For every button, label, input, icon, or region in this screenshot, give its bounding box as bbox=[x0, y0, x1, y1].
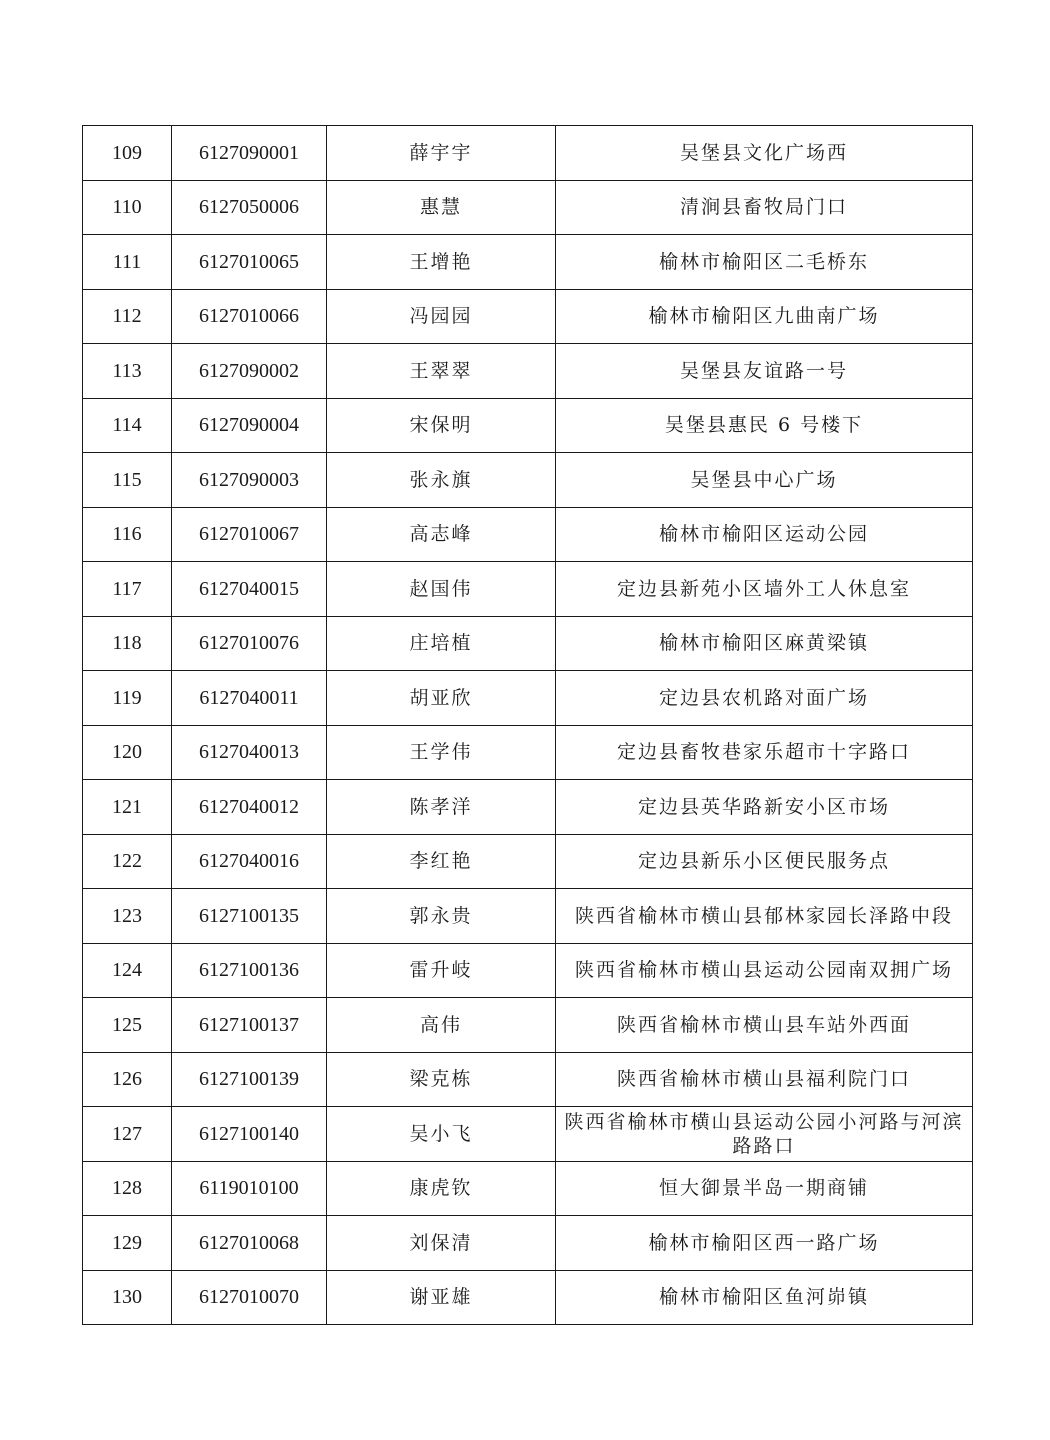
address-cell: 定边县英华路新安小区市场 bbox=[556, 780, 973, 835]
address-cell: 清涧县畜牧局门口 bbox=[556, 180, 973, 235]
table-row bbox=[83, 616, 973, 671]
address-cell: 陕西省榆林市横山县运动公园小河路与河滨路路口 bbox=[556, 1107, 973, 1162]
row-number-cell: 113 bbox=[83, 344, 172, 399]
address-cell: 榆林市榆阳区鱼河峁镇 bbox=[556, 1270, 973, 1325]
person-name-cell: 康虎钦 bbox=[327, 1161, 556, 1216]
person-name-cell: 梁克栋 bbox=[327, 1052, 556, 1107]
person-name-cell: 高伟 bbox=[327, 998, 556, 1053]
station-code-cell: 6127010066 bbox=[172, 289, 327, 344]
person-name-cell: 冯园园 bbox=[327, 289, 556, 344]
person-name-cell: 王学伟 bbox=[327, 725, 556, 780]
row-number-cell: 116 bbox=[83, 507, 172, 562]
station-code-cell: 6119010100 bbox=[172, 1161, 327, 1216]
station-code-cell: 6127090003 bbox=[172, 453, 327, 508]
person-name-cell: 郭永贵 bbox=[327, 889, 556, 944]
row-number-cell: 121 bbox=[83, 780, 172, 835]
row-number-cell: 118 bbox=[83, 616, 172, 671]
address-cell: 榆林市榆阳区二毛桥东 bbox=[556, 235, 973, 290]
person-name-cell: 张永旗 bbox=[327, 453, 556, 508]
row-number-cell: 117 bbox=[83, 562, 172, 617]
address-cell: 恒大御景半岛一期商铺 bbox=[556, 1161, 973, 1216]
station-code-cell: 6127040015 bbox=[172, 562, 327, 617]
row-number-cell: 127 bbox=[83, 1107, 172, 1162]
address-cell: 吴堡县中心广场 bbox=[556, 453, 973, 508]
table-row bbox=[83, 1216, 973, 1271]
table-row bbox=[83, 1107, 973, 1162]
table-row bbox=[83, 126, 973, 181]
roster-table-body bbox=[83, 126, 973, 1325]
table-row bbox=[83, 289, 973, 344]
station-code-cell: 6127040011 bbox=[172, 671, 327, 726]
person-name-cell: 宋保明 bbox=[327, 398, 556, 453]
row-number-cell: 114 bbox=[83, 398, 172, 453]
table-row bbox=[83, 671, 973, 726]
station-code-cell: 6127100139 bbox=[172, 1052, 327, 1107]
person-name-cell: 庄培植 bbox=[327, 616, 556, 671]
table-row bbox=[83, 398, 973, 453]
row-number-cell: 125 bbox=[83, 998, 172, 1053]
row-number-cell: 129 bbox=[83, 1216, 172, 1271]
person-name-cell: 陈孝洋 bbox=[327, 780, 556, 835]
table-row bbox=[83, 1270, 973, 1325]
person-name-cell: 李红艳 bbox=[327, 834, 556, 889]
row-number-cell: 112 bbox=[83, 289, 172, 344]
row-number-cell: 128 bbox=[83, 1161, 172, 1216]
row-number-cell: 123 bbox=[83, 889, 172, 944]
person-name-cell: 赵国伟 bbox=[327, 562, 556, 617]
row-number-cell: 122 bbox=[83, 834, 172, 889]
person-name-cell: 王增艳 bbox=[327, 235, 556, 290]
person-name-cell: 高志峰 bbox=[327, 507, 556, 562]
row-number-cell: 126 bbox=[83, 1052, 172, 1107]
person-name-cell: 王翠翠 bbox=[327, 344, 556, 399]
row-number-cell: 115 bbox=[83, 453, 172, 508]
station-code-cell: 6127090004 bbox=[172, 398, 327, 453]
address-cell: 榆林市榆阳区麻黄梁镇 bbox=[556, 616, 973, 671]
person-name-cell: 雷升岐 bbox=[327, 943, 556, 998]
station-code-cell: 6127090001 bbox=[172, 126, 327, 181]
station-code-cell: 6127090002 bbox=[172, 344, 327, 399]
table-row bbox=[83, 344, 973, 399]
person-name-cell: 吴小飞 bbox=[327, 1107, 556, 1162]
station-code-cell: 6127010076 bbox=[172, 616, 327, 671]
address-cell: 定边县农机路对面广场 bbox=[556, 671, 973, 726]
row-number-cell: 130 bbox=[83, 1270, 172, 1325]
address-cell: 吴堡县文化广场西 bbox=[556, 126, 973, 181]
address-cell: 陕西省榆林市横山县郁林家园长泽路中段 bbox=[556, 889, 973, 944]
station-code-cell: 6127040012 bbox=[172, 780, 327, 835]
station-code-cell: 6127040016 bbox=[172, 834, 327, 889]
station-code-cell: 6127100137 bbox=[172, 998, 327, 1053]
table-row bbox=[83, 235, 973, 290]
address-cell: 定边县畜牧巷家乐超市十字路口 bbox=[556, 725, 973, 780]
address-cell: 吴堡县惠民 6 号楼下 bbox=[556, 398, 973, 453]
station-code-cell: 6127010070 bbox=[172, 1270, 327, 1325]
station-code-cell: 6127010065 bbox=[172, 235, 327, 290]
address-cell: 定边县新苑小区墙外工人休息室 bbox=[556, 562, 973, 617]
station-code-cell: 6127100135 bbox=[172, 889, 327, 944]
station-code-cell: 6127010068 bbox=[172, 1216, 327, 1271]
station-code-cell: 6127010067 bbox=[172, 507, 327, 562]
address-cell: 定边县新乐小区便民服务点 bbox=[556, 834, 973, 889]
address-cell: 陕西省榆林市横山县福利院门口 bbox=[556, 1052, 973, 1107]
station-code-cell: 6127040013 bbox=[172, 725, 327, 780]
station-code-cell: 6127050006 bbox=[172, 180, 327, 235]
table-row bbox=[83, 943, 973, 998]
address-cell: 吴堡县友谊路一号 bbox=[556, 344, 973, 399]
station-code-cell: 6127100136 bbox=[172, 943, 327, 998]
row-number-cell: 124 bbox=[83, 943, 172, 998]
table-row bbox=[83, 507, 973, 562]
address-cell: 榆林市榆阳区九曲南广场 bbox=[556, 289, 973, 344]
table-row bbox=[83, 889, 973, 944]
person-name-cell: 惠慧 bbox=[327, 180, 556, 235]
address-cell: 陕西省榆林市横山县车站外西面 bbox=[556, 998, 973, 1053]
row-number-cell: 119 bbox=[83, 671, 172, 726]
station-code-cell: 6127100140 bbox=[172, 1107, 327, 1162]
person-name-cell: 谢亚雄 bbox=[327, 1270, 556, 1325]
address-cell: 榆林市榆阳区西一路广场 bbox=[556, 1216, 973, 1271]
roster-table bbox=[82, 125, 973, 1325]
person-name-cell: 刘保清 bbox=[327, 1216, 556, 1271]
person-name-cell: 胡亚欣 bbox=[327, 671, 556, 726]
table-row bbox=[83, 780, 973, 835]
row-number-cell: 109 bbox=[83, 126, 172, 181]
table-row bbox=[83, 453, 973, 508]
person-name-cell: 薛宇宇 bbox=[327, 126, 556, 181]
row-number-cell: 120 bbox=[83, 725, 172, 780]
address-cell: 陕西省榆林市横山县运动公园南双拥广场 bbox=[556, 943, 973, 998]
table-row bbox=[83, 834, 973, 889]
row-number-cell: 110 bbox=[83, 180, 172, 235]
table-row bbox=[83, 180, 973, 235]
table-row bbox=[83, 562, 973, 617]
row-number-cell: 111 bbox=[83, 235, 172, 290]
table-row bbox=[83, 1161, 973, 1216]
table-row bbox=[83, 1052, 973, 1107]
address-cell: 榆林市榆阳区运动公园 bbox=[556, 507, 973, 562]
table-row bbox=[83, 725, 973, 780]
table-row bbox=[83, 998, 973, 1053]
